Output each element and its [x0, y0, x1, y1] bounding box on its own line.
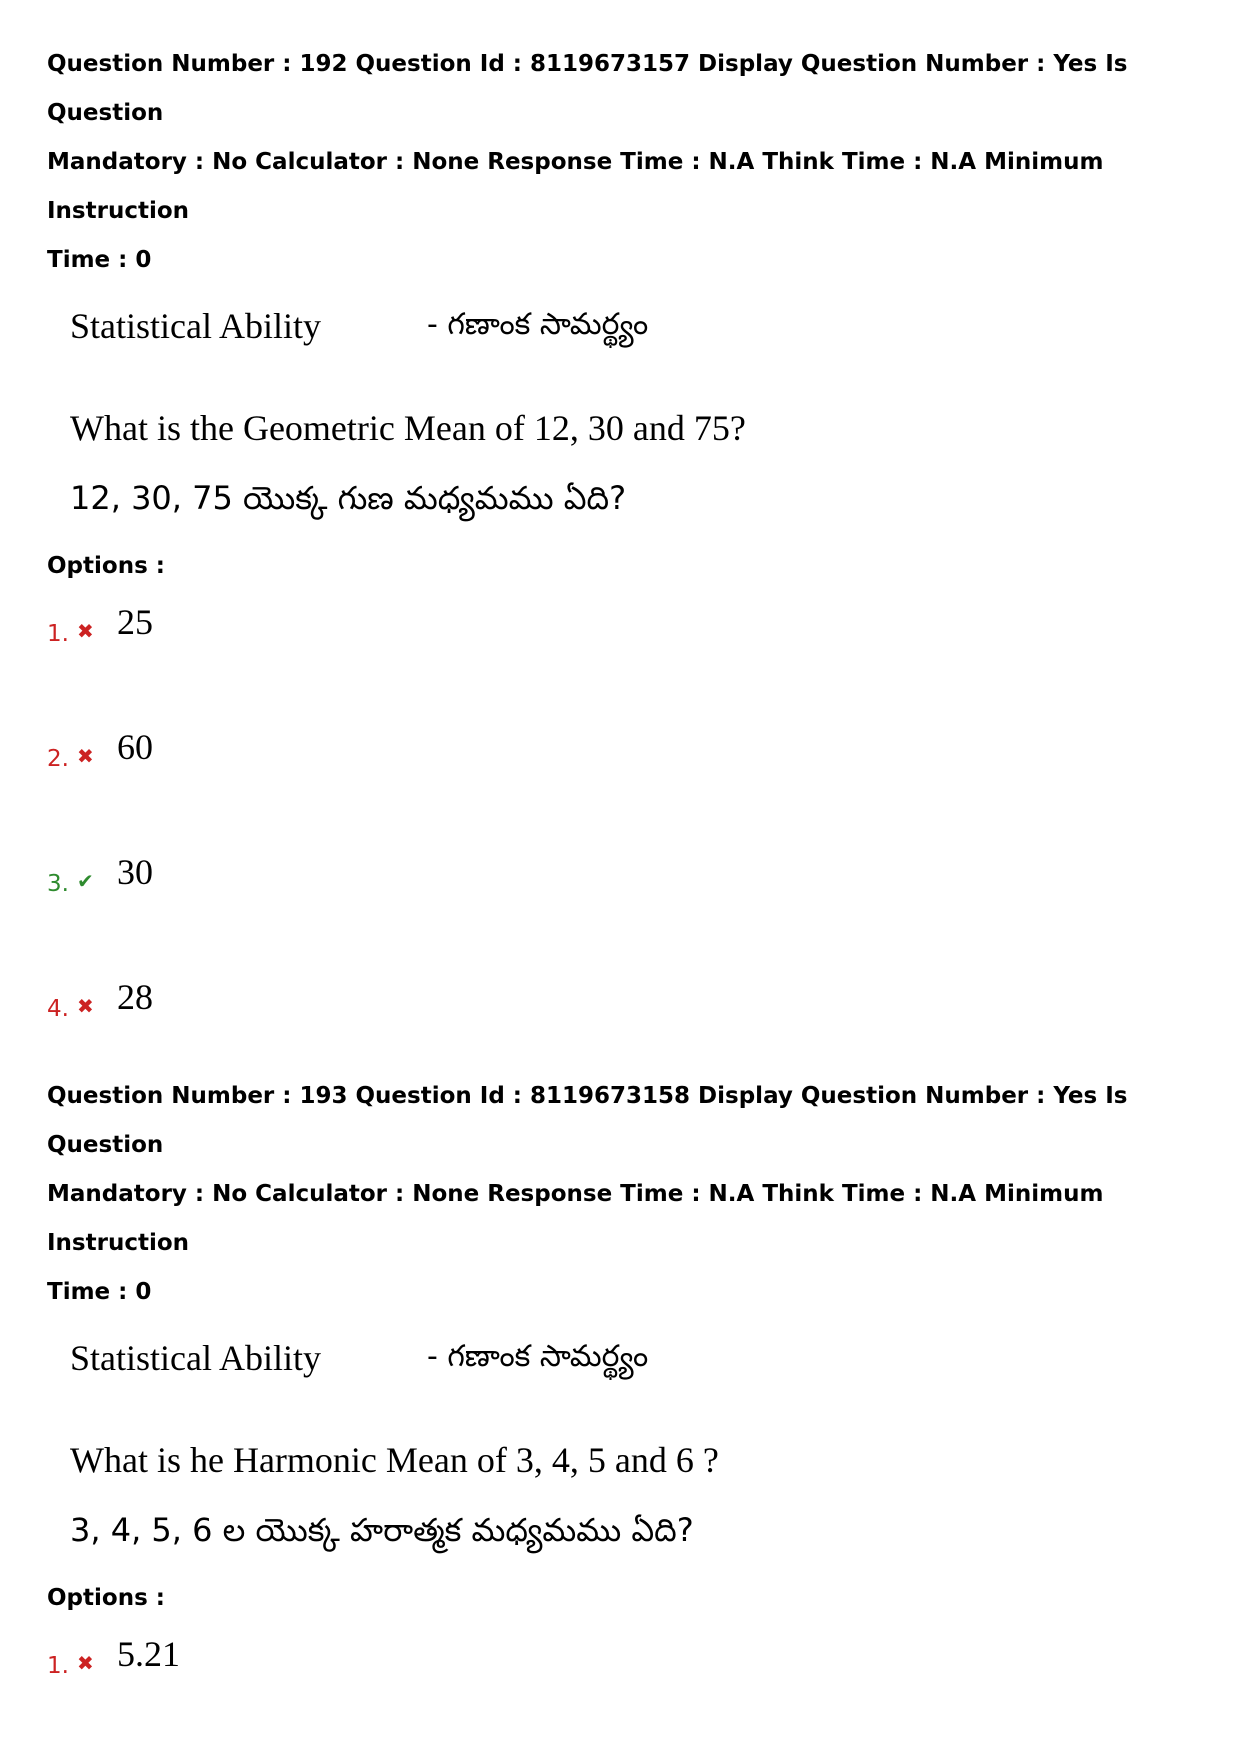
question-block-192: [47, 40, 1207, 1079]
subject-telugu: - గణాంక సామర్థ్యం: [427, 307, 649, 342]
question-text-english: What is he Harmonic Mean of 3, 4, 5 and 6 ?: [70, 1440, 719, 1480]
option-number: 1.: [47, 1653, 69, 1679]
question-meta-line: Mandatory : No Calculator : None Response Time : N.A Think Time : N.A Minimum Instruction: [47, 1181, 1104, 1256]
cross-icon: ✖: [77, 744, 94, 768]
cross-icon: ✖: [77, 619, 94, 643]
check-icon: ✔: [77, 869, 94, 893]
option-value: 25: [117, 602, 153, 642]
option-number: 1.: [47, 621, 69, 647]
option-2: [47, 704, 1207, 829]
option-1: [47, 579, 1207, 704]
question-meta-line: Time : 0: [47, 247, 152, 273]
options-label: Options :: [47, 1585, 165, 1611]
question-block-193: [47, 1072, 1207, 1736]
question-meta-line: Question Number : 193 Question Id : 8119673158 Display Question Number : Yes Is Question: [47, 1083, 1128, 1158]
question-text-english: What is the Geometric Mean of 12, 30 and 75?: [70, 408, 746, 448]
question-meta-line: Time : 0: [47, 1279, 152, 1305]
option-value: 60: [117, 727, 153, 767]
subject-telugu: - గణాంక సామర్థ్యం: [427, 1339, 649, 1374]
cross-icon: ✖: [77, 994, 94, 1018]
option-number: 3.: [47, 871, 69, 897]
option-value: 28: [117, 977, 153, 1017]
subject-heading: [47, 301, 1207, 361]
option-value: 30: [117, 852, 153, 892]
subject-english: Statistical Ability: [70, 306, 321, 346]
question-meta-line: Question Number : 192 Question Id : 8119673157 Display Question Number : Yes Is Question: [47, 51, 1128, 126]
options-label: Options :: [47, 553, 165, 579]
option-1: [47, 1611, 1207, 1736]
subject-heading: [47, 1333, 1207, 1393]
option-value: 5.21: [117, 1634, 180, 1674]
option-4: [47, 954, 1207, 1079]
option-3: [47, 829, 1207, 954]
question-text-telugu: 12, 30, 75 యొక్క గుణ మధ్యమము ఏది?: [70, 479, 627, 517]
cross-icon: ✖: [77, 1651, 94, 1675]
option-number: 4.: [47, 996, 69, 1022]
question-text-telugu: 3, 4, 5, 6 ల యొక్క హరాత్మక మధ్యమము ఏది?: [70, 1511, 694, 1549]
option-number: 2.: [47, 746, 69, 772]
question-meta-line: Mandatory : No Calculator : None Response Time : N.A Think Time : N.A Minimum Instruction: [47, 149, 1104, 224]
subject-english: Statistical Ability: [70, 1338, 321, 1378]
